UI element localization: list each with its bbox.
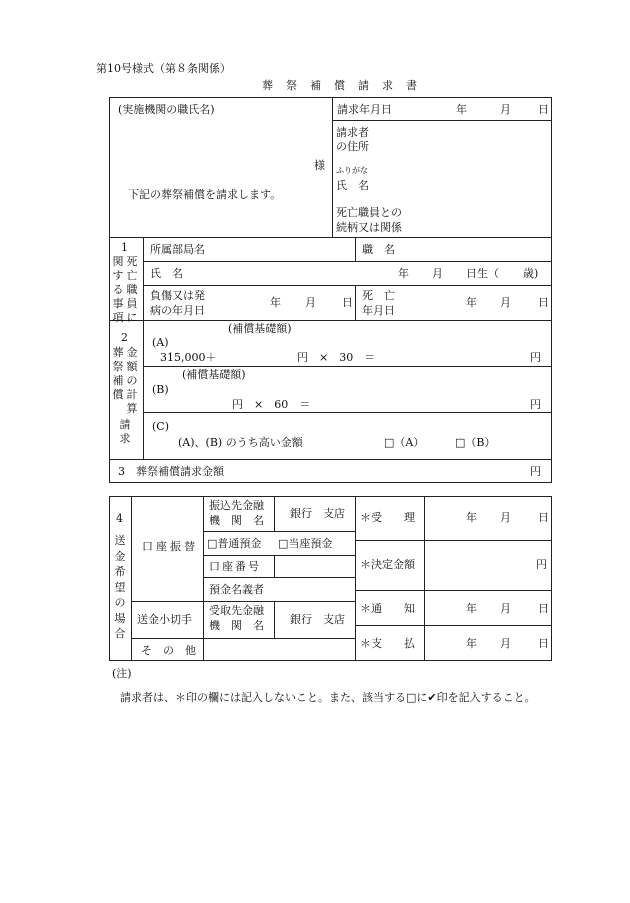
current-deposit-checkbox[interactable]: □当座預金 <box>278 537 333 550</box>
section2-title-col-b: 金額の計算 <box>126 346 138 415</box>
formula-b: 円 × 60 ＝ <box>232 398 311 411</box>
item-c-label: (C) <box>152 420 169 433</box>
payment-label: ＊支 払 <box>360 637 415 650</box>
death-date-label-1: 死 亡 <box>362 289 395 302</box>
recipient-bank-label-2: 機 関 名 <box>209 619 264 632</box>
department-label: 所属部局名 <box>150 243 205 256</box>
option-b-checkbox[interactable]: □（B） <box>455 436 496 449</box>
deceased-name-label: 氏 名 <box>150 267 183 280</box>
notice-label: ＊通 知 <box>360 602 415 615</box>
bank-label-1: 振込先金融 <box>209 499 264 512</box>
receipt-month: 月 <box>500 511 511 524</box>
yen-a: 円 <box>530 351 541 364</box>
request-statement: 下記の葬祭補償を請求します。 <box>128 188 282 201</box>
death-date-label-2: 年月日 <box>362 304 395 317</box>
section1-title-col-b: 死亡職員に <box>126 255 138 324</box>
note-label: (注) <box>112 667 132 680</box>
account-number-label: 口座番号 <box>209 560 261 573</box>
death-year-label: 年 <box>466 296 477 309</box>
section2-title-col-a: 葬祭補償 <box>112 346 124 401</box>
section2-title-col-c: 請求 <box>119 418 131 445</box>
notice-year: 年 <box>466 602 477 615</box>
recipient-bank-label-1: 受取先金融 <box>209 604 264 617</box>
payment-day: 日 <box>538 637 549 650</box>
birth-year-label: 年 <box>398 267 409 280</box>
payment-month: 月 <box>500 637 511 650</box>
bank-label-2: 機 関 名 <box>209 514 264 527</box>
injury-day-label: 日 <box>342 296 353 309</box>
day-label: 日 <box>538 103 549 116</box>
total-claim-label: 3 葬祭補償請求金額 <box>118 465 224 478</box>
total-claim-yen: 円 <box>530 465 541 478</box>
form-title: 葬 祭 補 償 請 求 書 <box>262 79 418 92</box>
injury-month-label: 月 <box>305 296 316 309</box>
section4-title: 送金希望の場合 <box>114 534 126 640</box>
ordinary-deposit-checkbox[interactable]: □普通預金 <box>207 537 262 550</box>
base-amount-label-a: (補償基礎額) <box>228 322 292 335</box>
agency-label: (実施機関の職氏名) <box>118 103 215 116</box>
sama-label: 様 <box>314 159 325 172</box>
relation-label-1: 死亡職員との <box>336 206 402 219</box>
receipt-label: ＊受 理 <box>360 511 415 524</box>
item-b-label: (B) <box>152 383 169 396</box>
relation-label-2: 続柄又は関係 <box>336 221 402 234</box>
furigana-label: ふりがな <box>336 166 368 175</box>
other-label: そ の 他 <box>141 644 196 657</box>
bank-branch-label: 銀行 支店 <box>290 507 345 520</box>
decision-amount-label: ＊決定金額 <box>360 558 415 571</box>
receipt-day: 日 <box>538 511 549 524</box>
higher-amount-text: (A)、(B) のうち高い金額 <box>178 436 303 449</box>
account-transfer-label: 口座振替 <box>142 540 198 553</box>
notice-day: 日 <box>538 602 549 615</box>
death-month-label: 月 <box>500 296 511 309</box>
formula-a: 円 × 30 ＝ <box>297 351 376 364</box>
injury-date-label-1: 負傷又は発 <box>150 289 205 302</box>
recipient-bank-branch-label: 銀行 支店 <box>290 613 345 626</box>
section1-title-col-a: 関する事項 <box>112 255 124 324</box>
remittance-table <box>109 496 552 661</box>
notice-month: 月 <box>500 602 511 615</box>
form-number: 第10号様式（第８条関係） <box>96 62 231 75</box>
claimant-address-label-1: 請求者 <box>336 126 369 139</box>
age-label: 歳) <box>523 267 539 280</box>
option-a-checkbox[interactable]: □（A） <box>384 436 425 449</box>
death-day-label: 日 <box>538 296 549 309</box>
amount-a-fixed: 315,000＋ <box>160 351 217 364</box>
receipt-year: 年 <box>466 511 477 524</box>
section2-number: 2 <box>121 331 128 344</box>
claimant-address-label-2: の住所 <box>336 140 369 153</box>
decision-amount-yen: 円 <box>536 558 547 571</box>
birth-month-label: 月 <box>432 267 443 280</box>
section4-number: 4 <box>116 512 123 525</box>
yen-b: 円 <box>530 398 541 411</box>
section1-number: 1 <box>121 241 128 254</box>
base-amount-label-b: (補償基礎額) <box>182 368 246 381</box>
account-holder-label: 預金名義者 <box>209 583 264 596</box>
injury-year-label: 年 <box>270 296 281 309</box>
birth-day-label: 日生（ <box>466 267 499 280</box>
claimant-name-label: 氏 名 <box>336 179 369 192</box>
remittance-check-label: 送金小切手 <box>137 613 192 626</box>
note-text: 請求者は、＊印の欄には記入しないこと。また、該当する□に✔印を記入すること。 <box>120 691 536 704</box>
month-label: 月 <box>500 103 511 116</box>
request-date-label: 請求年月日 <box>337 103 392 116</box>
injury-date-label-2: 病の年月日 <box>150 304 205 317</box>
year-label: 年 <box>456 103 467 116</box>
payment-year: 年 <box>466 637 477 650</box>
item-a-label: (A) <box>152 336 169 349</box>
post-label: 職 名 <box>362 243 395 256</box>
